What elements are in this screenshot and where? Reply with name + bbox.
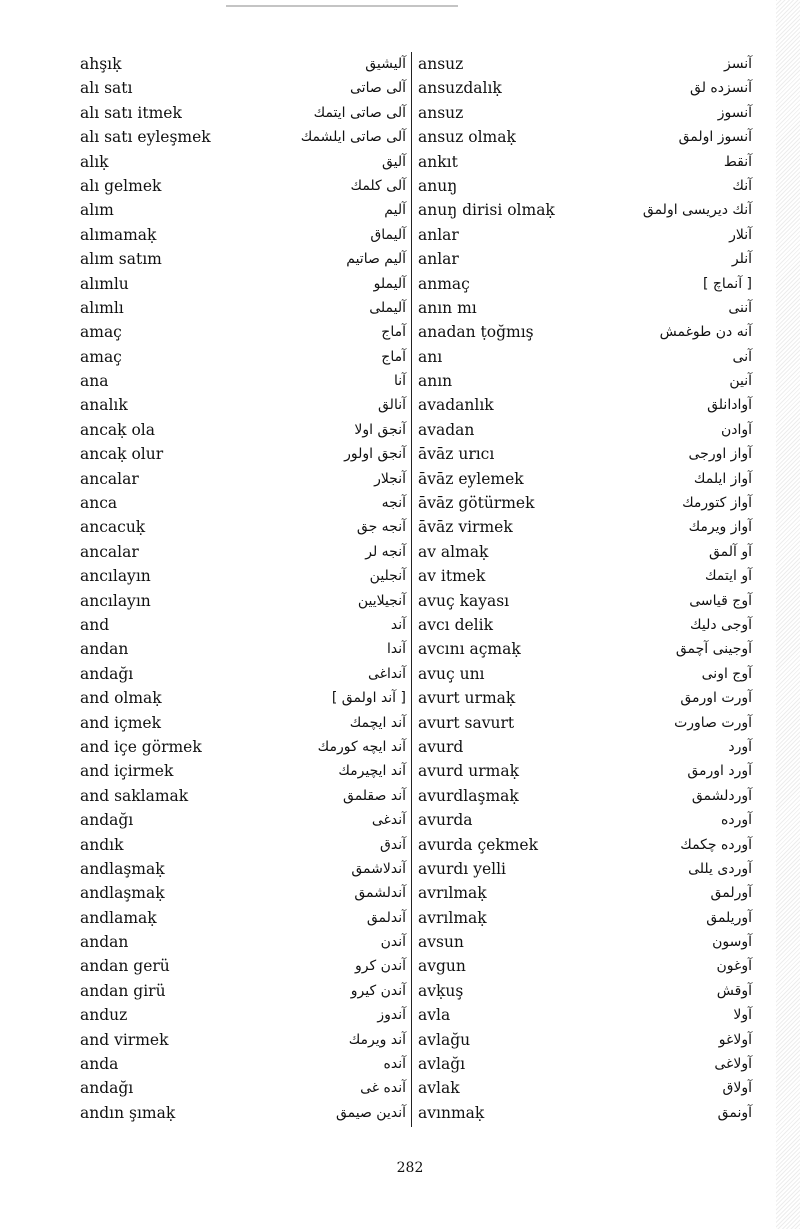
ottoman-script: آليم: [384, 202, 406, 219]
ottoman-script: آنالق: [378, 397, 406, 414]
dictionary-entry: [418, 930, 752, 954]
ottoman-script: آند ايچه كورمك: [317, 738, 406, 755]
ottoman-script: آنجيلايين: [357, 592, 406, 609]
dictionary-entry: [418, 857, 752, 881]
dictionary-entry: [80, 515, 406, 539]
ottoman-script: آنسوز: [717, 104, 752, 121]
dictionary-entry: [418, 979, 752, 1003]
ottoman-script: آنجه جق: [356, 519, 406, 536]
ottoman-script: آندا: [386, 641, 406, 658]
dictionary-entry: [80, 954, 406, 978]
transliteration: ansuz: [418, 103, 464, 122]
dictionary-entry: [418, 759, 752, 783]
top-scan-smudge: [226, 0, 458, 7]
ottoman-script: آند ايچمك: [349, 714, 406, 731]
dictionary-entry: [80, 686, 406, 710]
dictionary-entry: [80, 711, 406, 735]
ottoman-script: آنجق اولور: [344, 446, 406, 463]
transliteration: anmaç: [418, 274, 470, 293]
dictionary-entry: [418, 125, 752, 149]
dictionary-entry: [418, 711, 752, 735]
transliteration: avadan: [418, 420, 475, 439]
ottoman-script: آوادانلق: [707, 397, 752, 414]
dictionary-entry: [80, 393, 406, 417]
dictionary-entry: [418, 735, 752, 759]
transliteration: andlaşmaḳ: [80, 859, 165, 878]
transliteration: ansuz: [418, 55, 464, 73]
transliteration: anduz: [80, 1006, 128, 1025]
dictionary-entry: [418, 808, 752, 832]
dictionary-entry: [418, 198, 752, 222]
transliteration: avcını açmaḳ: [418, 640, 521, 659]
ottoman-script: آليماق: [370, 226, 406, 243]
transliteration: and içe görmek: [80, 737, 202, 756]
ottoman-script: آورت صاورت: [674, 714, 752, 731]
column-divider: [411, 52, 412, 1127]
dictionary-entry: [80, 1101, 406, 1125]
dictionary-entry: [80, 491, 406, 515]
transliteration: ansuz olmaḳ: [418, 128, 516, 147]
transliteration: ancalar: [80, 469, 139, 488]
ottoman-script: آنجه لر: [365, 543, 406, 560]
ottoman-script: آندن كرو: [354, 958, 406, 975]
ottoman-script: آليملى: [369, 299, 406, 316]
dictionary-entry: [418, 662, 752, 686]
transliteration: anın: [418, 372, 453, 391]
dictionary-entry: [80, 345, 406, 369]
transliteration: avḳuş: [418, 981, 464, 1000]
dictionary-entry: [80, 881, 406, 905]
transliteration: avurt savurt: [418, 713, 515, 732]
dictionary-entry: [418, 369, 752, 393]
transliteration: alı satı eyleşmek: [80, 128, 211, 147]
dictionary-entry: [418, 515, 752, 539]
page-edge-texture: [776, 0, 800, 1229]
ottoman-script: آورد اورمق: [687, 763, 752, 780]
dictionary-entry: [418, 467, 752, 491]
ottoman-script: آواز اورجى: [688, 446, 752, 463]
transliteration: analık: [80, 396, 128, 415]
dictionary-entry: [80, 1003, 406, 1027]
ottoman-script: آندلاشمق: [351, 860, 406, 877]
dictionary-entry: [418, 223, 752, 247]
dictionary-entry: [418, 564, 752, 588]
ottoman-script: آنداغى: [367, 665, 406, 682]
transliteration: alıḳ: [80, 152, 109, 171]
dictionary-entry: [80, 613, 406, 637]
dictionary-entry: [80, 1028, 406, 1052]
transliteration: avla: [418, 1006, 451, 1025]
transliteration: anadan ṭoğmış: [418, 323, 534, 342]
dictionary-entry: [80, 564, 406, 588]
transliteration: avsun: [418, 933, 464, 952]
ottoman-script: آوقش: [716, 982, 752, 999]
dictionary-entry: [80, 125, 406, 149]
dictionary-entry: [80, 223, 406, 247]
transliteration: āvāz urıcı: [418, 445, 495, 464]
ottoman-script: آنسوز اولمق: [678, 129, 752, 146]
ottoman-script: آوسون: [712, 934, 752, 951]
ottoman-script: آوادن: [720, 421, 752, 438]
transliteration: alım satım: [80, 250, 162, 269]
dictionary-entry: [418, 76, 752, 100]
dictionary-entry: [80, 735, 406, 759]
ottoman-script: آلى صاتى ايلشمك: [300, 129, 406, 146]
ottoman-script: آنسزده لق: [690, 80, 752, 97]
transliteration: alı satı itmek: [80, 103, 182, 122]
dictionary-entry: [80, 418, 406, 442]
ottoman-script: آندين صيمق: [335, 1104, 406, 1121]
dictionary-entry: [418, 320, 752, 344]
transliteration: avurdlaşmaḳ: [418, 786, 519, 805]
ottoman-script: آنده غى: [360, 1080, 406, 1097]
transliteration: anın mı: [418, 298, 477, 317]
transliteration: av itmek: [418, 567, 486, 586]
ottoman-script: آندن: [380, 934, 406, 951]
transliteration: and içirmek: [80, 762, 174, 781]
ottoman-script: آورده: [721, 812, 752, 829]
ottoman-script: آند ويرمك: [348, 1031, 406, 1048]
transliteration: anuŋ dirisi olmaḳ: [418, 201, 555, 220]
transliteration: and saklamak: [80, 786, 189, 805]
dictionary-entry: [418, 101, 752, 125]
transliteration: ahşıḳ: [80, 55, 122, 73]
transliteration: avurt urmaḳ: [418, 689, 516, 708]
dictionary-entry: [418, 442, 752, 466]
transliteration: andan girü: [80, 981, 166, 1000]
ottoman-script: آندلشمق: [354, 885, 406, 902]
transliteration: andan: [80, 933, 129, 952]
dictionary-entry: [418, 589, 752, 613]
transliteration: andağı: [80, 811, 134, 830]
ottoman-script: آلى صاتى: [350, 80, 406, 97]
ottoman-script: آلى صاتى ايتمك: [313, 104, 406, 121]
dictionary-entry: [80, 930, 406, 954]
dictionary-entry: [80, 1076, 406, 1100]
ottoman-script: آنك: [732, 177, 752, 194]
dictionary-entry: [418, 1028, 752, 1052]
ottoman-script: آندغى: [371, 812, 406, 829]
dictionary-entry: [418, 150, 752, 174]
dictionary-entry: [418, 881, 752, 905]
ottoman-script: آنقط: [723, 153, 752, 170]
transliteration: avuç unı: [418, 664, 485, 683]
ottoman-script: آماج: [381, 324, 406, 341]
transliteration: avlak: [418, 1079, 460, 1098]
dictionary-entry: [80, 76, 406, 100]
transliteration: avurd urmaḳ: [418, 762, 519, 781]
dictionary-entry: [80, 320, 406, 344]
ottoman-script: آند ايچيرمك: [338, 763, 406, 780]
transliteration: āvāz virmek: [418, 518, 513, 537]
transliteration: āvāz eylemek: [418, 469, 524, 488]
dictionary-entry: [418, 174, 752, 198]
dictionary-entry: [418, 272, 752, 296]
ottoman-script: آند صقلمق: [343, 787, 406, 804]
transliteration: ana: [80, 372, 109, 391]
left-column: [80, 52, 406, 1125]
ottoman-script: آنجلين: [369, 568, 406, 585]
dictionary-entry: [80, 467, 406, 491]
ottoman-script: آليم صاتيم: [346, 251, 406, 268]
ottoman-script: آنك ديريسى اولمق: [642, 202, 752, 219]
transliteration: āvāz götürmek: [418, 494, 535, 513]
ottoman-script: آوجى دليك: [690, 616, 752, 633]
ottoman-script: آورده چكمك: [680, 836, 752, 853]
dictionary-entry: [80, 296, 406, 320]
dictionary-entry: [80, 150, 406, 174]
transliteration: and: [80, 615, 110, 634]
transliteration: and olmaḳ: [80, 689, 162, 708]
dictionary-entry: [418, 345, 752, 369]
ottoman-script: آو ايتمك: [704, 568, 752, 585]
ottoman-script: آولاغى: [714, 1056, 752, 1073]
transliteration: alı gelmek: [80, 176, 162, 195]
ottoman-script: آولاغو: [718, 1031, 752, 1048]
transliteration: andlaşmaḳ: [80, 884, 165, 903]
transliteration: andağı: [80, 1079, 134, 1098]
transliteration: anı: [418, 347, 443, 366]
dictionary-entry: [418, 393, 752, 417]
ottoman-script: آو آلمق: [708, 543, 752, 560]
ottoman-script: آندن كيرو: [350, 982, 406, 999]
dictionary-entry: [418, 1101, 752, 1125]
ottoman-script: آولا: [733, 1007, 752, 1024]
dictionary-entry: [80, 52, 406, 76]
ottoman-script: آوغون: [716, 958, 752, 975]
ottoman-script: آوج اونى: [701, 665, 752, 682]
dictionary-entry: [80, 174, 406, 198]
ottoman-script: [ آند اولمق ]: [331, 690, 406, 707]
dictionary-entry: [80, 540, 406, 564]
right-column: [418, 52, 752, 1125]
ottoman-script: آندلمق: [366, 909, 406, 926]
transliteration: andan gerü: [80, 957, 170, 976]
ottoman-script: آنا: [393, 373, 406, 390]
ottoman-script: آوج قياسى: [689, 592, 752, 609]
ottoman-script: آوردى يللى: [688, 860, 752, 877]
dictionary-entry: [80, 442, 406, 466]
transliteration: avadanlık: [418, 396, 494, 415]
dictionary-entry: [418, 418, 752, 442]
dictionary-entry: [418, 954, 752, 978]
transliteration: anca: [80, 494, 118, 513]
transliteration: andık: [80, 835, 124, 854]
ottoman-script: آماج: [381, 348, 406, 365]
transliteration: avurdı yelli: [418, 859, 506, 878]
ottoman-script: آنده: [383, 1056, 406, 1073]
ottoman-script: آواز كتورمك: [682, 495, 752, 512]
ottoman-script: آنه دن طوغمش: [659, 324, 752, 341]
ottoman-script: آلى كلمك: [350, 177, 406, 194]
dictionary-entry: [418, 784, 752, 808]
ottoman-script: آورلمق: [710, 885, 752, 902]
transliteration: avrılmaḳ: [418, 908, 487, 927]
dictionary-entry: [80, 101, 406, 125]
ottoman-script: آندق: [380, 836, 406, 853]
transliteration: alımamaḳ: [80, 225, 157, 244]
dictionary-entry: [80, 857, 406, 881]
transliteration: ancacuḳ: [80, 518, 146, 537]
transliteration: ankıt: [418, 152, 458, 171]
transliteration: amaç: [80, 323, 122, 342]
transliteration: avgun: [418, 957, 466, 976]
transliteration: ancaḳ olur: [80, 445, 164, 464]
ottoman-script: آنين: [729, 373, 752, 390]
ottoman-script: آنلار: [729, 226, 752, 243]
transliteration: alımlı: [80, 298, 124, 317]
ottoman-script: آولاق: [722, 1080, 752, 1097]
dictionary-entry: [80, 979, 406, 1003]
transliteration: avrılmaḳ: [418, 884, 487, 903]
dictionary-entry: [418, 1052, 752, 1076]
dictionary-entry: [80, 247, 406, 271]
dictionary-entry: [80, 1052, 406, 1076]
transliteration: anuŋ: [418, 176, 458, 195]
transliteration: andın şımaḳ: [80, 1103, 176, 1122]
ottoman-script: آننى: [728, 299, 752, 316]
ottoman-script: آليشيق: [365, 56, 406, 72]
transliteration: alımlu: [80, 274, 129, 293]
transliteration: anda: [80, 1055, 119, 1074]
dictionary-entry: [418, 296, 752, 320]
transliteration: alı satı: [80, 79, 133, 98]
dictionary-entry: [418, 613, 752, 637]
transliteration: ancılayın: [80, 567, 151, 586]
dictionary-entry: [418, 491, 752, 515]
ottoman-script: آورت اورمق: [680, 690, 752, 707]
ottoman-script: آونمق: [717, 1104, 752, 1121]
dictionary-entry: [80, 637, 406, 661]
transliteration: anlar: [418, 250, 459, 269]
transliteration: ancalar: [80, 542, 139, 561]
transliteration: avcı delik: [418, 615, 493, 634]
dictionary-entry: [418, 906, 752, 930]
transliteration: alım: [80, 201, 114, 220]
dictionary-entry: [80, 833, 406, 857]
ottoman-script: آوجينى آچمق: [675, 641, 752, 658]
ottoman-script: آوريلمق: [706, 909, 752, 926]
transliteration: and içmek: [80, 713, 161, 732]
ottoman-script: آنسز: [724, 56, 752, 72]
dictionary-entry: [418, 637, 752, 661]
transliteration: avlağu: [418, 1030, 471, 1049]
dictionary-entry: [80, 272, 406, 296]
ottoman-script: آوردلشمق: [691, 787, 752, 804]
transliteration: avlağı: [418, 1055, 466, 1074]
dictionary-entry: [80, 589, 406, 613]
transliteration: avınmaḳ: [418, 1103, 485, 1122]
ottoman-script: آنجلار: [374, 470, 406, 487]
transliteration: andlamaḳ: [80, 908, 157, 927]
transliteration: ansuzdalıḳ: [418, 79, 502, 98]
transliteration: av almaḳ: [418, 542, 489, 561]
transliteration: anlar: [418, 225, 459, 244]
transliteration: ancaḳ ola: [80, 420, 155, 439]
dictionary-entry: [418, 52, 752, 76]
dictionary-entry: [80, 784, 406, 808]
dictionary-entry: [418, 1076, 752, 1100]
ottoman-script: آواز ويرمك: [688, 519, 752, 536]
ottoman-script: آليق: [381, 153, 406, 170]
ottoman-script: آنجه: [381, 495, 406, 512]
transliteration: amaç: [80, 347, 122, 366]
ottoman-script: آليملو: [373, 275, 406, 292]
ottoman-script: [ آنماچ ]: [702, 275, 752, 292]
dictionary-entry: [418, 540, 752, 564]
page-number: 282: [396, 1160, 424, 1176]
transliteration: ancılayın: [80, 591, 151, 610]
dictionary-entry: [418, 833, 752, 857]
ottoman-script: آورد: [728, 738, 752, 755]
dictionary-entry: [80, 198, 406, 222]
dictionary-entry: [80, 906, 406, 930]
transliteration: avuç kayası: [418, 591, 510, 610]
ottoman-script: آند: [390, 616, 406, 633]
dictionary-entry: [80, 662, 406, 686]
dictionary-entry: [418, 1003, 752, 1027]
transliteration: avurda: [418, 811, 473, 830]
dictionary-entry: [418, 247, 752, 271]
dictionary-entry: [418, 686, 752, 710]
dictionary-entry: [80, 808, 406, 832]
transliteration: avurd: [418, 737, 464, 756]
transliteration: andan: [80, 640, 129, 659]
transliteration: avurda çekmek: [418, 835, 538, 854]
ottoman-script: آنى: [732, 348, 752, 365]
transliteration: and virmek: [80, 1030, 169, 1049]
dictionary-entry: [80, 369, 406, 393]
ottoman-script: آندوز: [377, 1007, 406, 1024]
ottoman-script: آنلر: [731, 251, 752, 268]
dictionary-entry: [80, 759, 406, 783]
transliteration: andağı: [80, 664, 134, 683]
ottoman-script: آنجق اولا: [354, 421, 406, 438]
ottoman-script: آواز ايلمك: [693, 470, 752, 487]
